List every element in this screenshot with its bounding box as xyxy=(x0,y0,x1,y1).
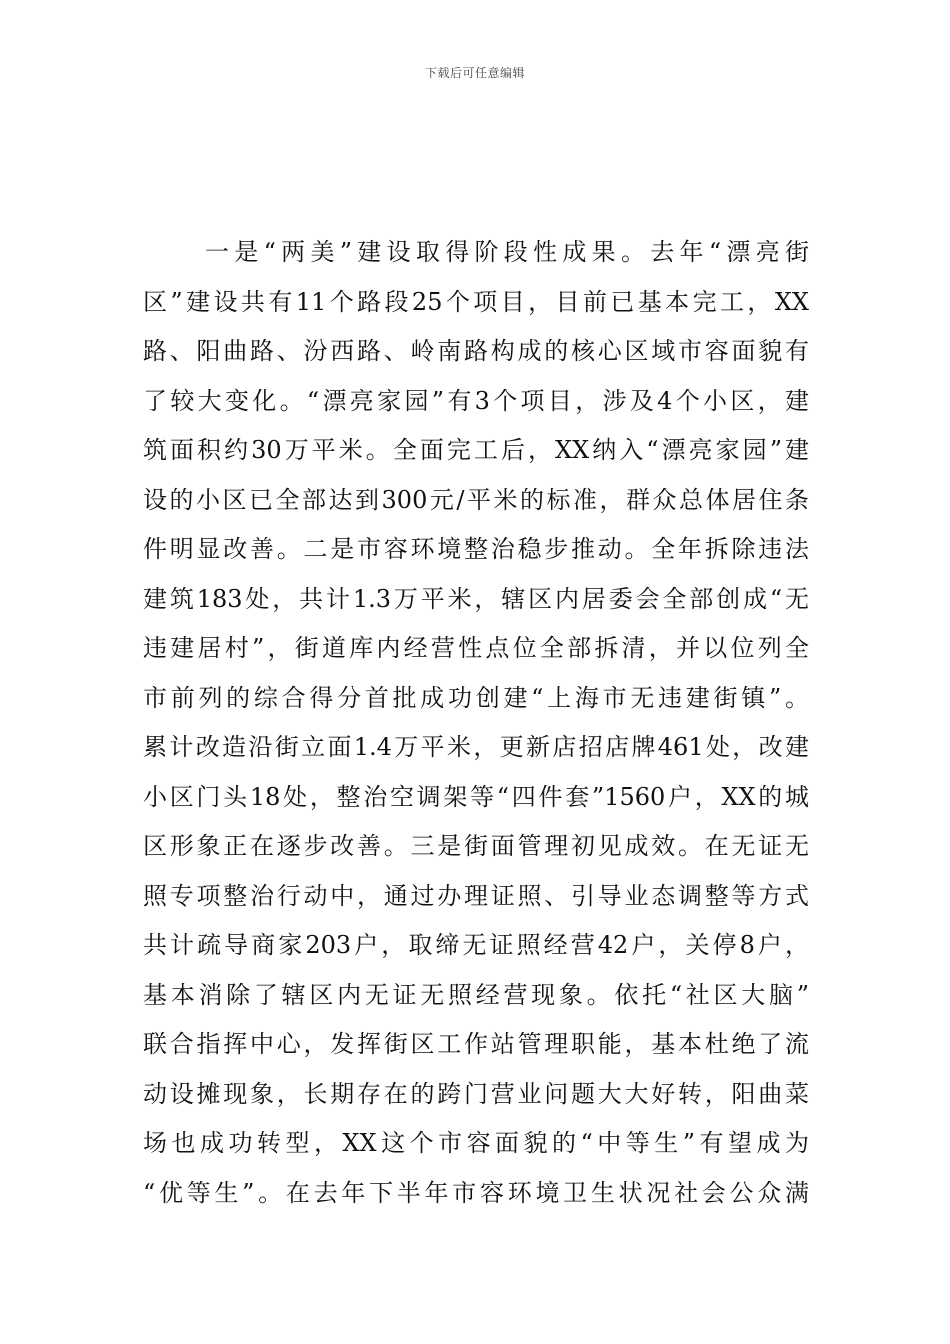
text-line: 区”建设共有11个路段25个项目，目前已基本完工，XX xyxy=(143,287,809,316)
text-line: 违建居村”，街道库内经营性点位全部拆清，并以位列全 xyxy=(143,634,809,662)
text-line: 场也成功转型，XX这个市容面貌的“中等生”有望成为 xyxy=(143,1129,809,1157)
text-line: 联合指挥中心，发挥街区工作站管理职能，基本杜绝了流 xyxy=(143,1030,809,1058)
text-line: 了较大变化。“漂亮家园”有3个项目，涉及4个小区，建 xyxy=(143,386,809,415)
body-paragraph xyxy=(143,228,809,1218)
page-header: 下载后可任意编辑 xyxy=(424,66,525,80)
text-line: “优等生”。在去年下半年市容环境卫生状况社会公众满 xyxy=(143,1178,809,1207)
text-line: 建筑183处，共计1.3万平米，辖区内居委会全部创成“无 xyxy=(143,584,809,613)
text-line: 小区门头18处，整治空调架等“四件套”1560户，XX的城 xyxy=(143,782,809,811)
text-line: 照专项整治行动中，通过办理证照、引导业态调整等方式 xyxy=(143,881,809,910)
text-line: 累计改造沿街立面1.4万平米，更新店招店牌461处，改建 xyxy=(143,733,809,761)
text-line: 路、阳曲路、汾西路、岭南路构成的核心区域市容面貌有 xyxy=(143,337,809,365)
text-line: 区形象正在逐步改善。三是街面管理初见成效。在无证无 xyxy=(143,832,809,860)
text-line: 一是“两美”建设取得阶段性成果。去年“漂亮街 xyxy=(205,238,809,266)
text-line: 市前列的综合得分首批成功创建“上海市无违建街镇”。 xyxy=(143,683,809,712)
text-line: 筑面积约30万平米。全面完工后，XX纳入“漂亮家园”建 xyxy=(143,436,809,464)
text-line: 动设摊现象，长期存在的跨门营业问题大大好转，阳曲菜 xyxy=(143,1079,809,1108)
text-line: 基本消除了辖区内无证无照经营现象。依托“社区大脑” xyxy=(143,980,809,1009)
text-line: 设的小区已全部达到300元/平米的标准，群众总体居住条 xyxy=(143,485,809,514)
text-line: 共计疏导商家203户，取缔无证照经营42户，关停8户， xyxy=(143,931,809,959)
text-line: 件明显改善。二是市容环境整治稳步推动。全年拆除违法 xyxy=(143,535,809,563)
